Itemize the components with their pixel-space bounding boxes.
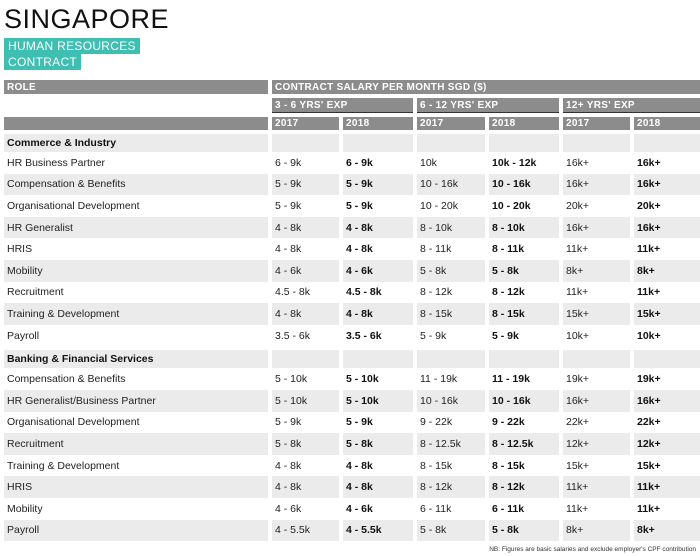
- salary-cell: 16k+: [634, 152, 700, 174]
- table-row: [4, 238, 700, 260]
- year-row-spacer: [4, 117, 268, 130]
- salary-cell: 8 - 10k: [417, 217, 485, 239]
- section-row: [4, 134, 700, 152]
- salary-cell: 4.5 - 8k: [272, 282, 339, 304]
- salary-cell: 5 - 8k: [489, 520, 559, 542]
- salary-cell: 10 - 16k: [417, 174, 485, 196]
- salary-cell: 4 - 6k: [343, 498, 413, 520]
- salary-cell: 5 - 9k: [343, 195, 413, 217]
- section-cell: [417, 134, 485, 152]
- salary-cell: 4 - 8k: [272, 455, 339, 477]
- salary-cell: 11k+: [634, 498, 700, 520]
- year-header: 2017: [417, 117, 485, 130]
- salary-cell: 16k+: [563, 217, 630, 239]
- salary-cell: 8k+: [634, 260, 700, 282]
- role-cell: HRIS: [4, 476, 268, 498]
- salary-cell: 4 - 8k: [343, 217, 413, 239]
- salary-cell: 8 - 12k: [417, 282, 485, 304]
- table-row: [4, 412, 700, 434]
- role-cell: HR Generalist/Business Partner: [4, 390, 268, 412]
- salary-cell: 8 - 10k: [489, 217, 559, 239]
- salary-cell: 8 - 12k: [489, 476, 559, 498]
- salary-cell: 4 - 8k: [343, 303, 413, 325]
- table-row: [4, 282, 700, 304]
- table-row: [4, 152, 700, 174]
- salary-cell: 6 - 9k: [272, 152, 339, 174]
- table-row: [4, 455, 700, 477]
- salary-cell: 22k+: [634, 412, 700, 434]
- salary-cell: 8k+: [563, 520, 630, 542]
- role-cell: HR Generalist: [4, 217, 268, 239]
- footnote: NB: Figures are basic salaries and exclude employer's CPF contribution: [489, 546, 696, 553]
- salary-cell: 11k+: [634, 282, 700, 304]
- salary-cell: 8 - 11k: [417, 238, 485, 260]
- role-cell: Recruitment: [4, 433, 268, 455]
- salary-cell: 12k+: [634, 433, 700, 455]
- role-header: ROLE: [4, 80, 268, 94]
- salary-cell: 16k+: [634, 174, 700, 196]
- role-cell: Compensation & Benefits: [4, 368, 268, 390]
- role-cell: Mobility: [4, 498, 268, 520]
- section-cell: [417, 350, 485, 368]
- year-header: 2018: [489, 117, 559, 130]
- section-row: [4, 350, 700, 368]
- role-cell: HR Business Partner: [4, 152, 268, 174]
- section-cell: [272, 134, 339, 152]
- salary-cell: 6 - 9k: [343, 152, 413, 174]
- role-cell: Organisational Development: [4, 412, 268, 434]
- salary-cell: 8 - 15k: [417, 455, 485, 477]
- salary-cell: 5 - 8k: [489, 260, 559, 282]
- year-header: 2018: [634, 117, 700, 130]
- table-row: [4, 260, 700, 282]
- salary-cell: 5 - 9k: [272, 195, 339, 217]
- salary-cell: 4 - 8k: [343, 238, 413, 260]
- table-row: [4, 476, 700, 498]
- salary-cell: 5 - 9k: [343, 174, 413, 196]
- salary-cell: 20k+: [563, 195, 630, 217]
- section-title: Banking & Financial Services: [4, 350, 268, 368]
- section-cell: [272, 350, 339, 368]
- table-row: [4, 325, 700, 347]
- salary-cell: 4 - 5.5k: [343, 520, 413, 542]
- role-cell: HRIS: [4, 238, 268, 260]
- salary-cell: 5 - 8k: [417, 520, 485, 542]
- salary-cell: 10k+: [563, 325, 630, 347]
- salary-cell: 10k - 12k: [489, 152, 559, 174]
- salary-cell: 4 - 8k: [272, 476, 339, 498]
- salary-cell: 22k+: [563, 412, 630, 434]
- section-title: Commerce & Industry: [4, 134, 268, 152]
- salary-cell: 4 - 6k: [272, 260, 339, 282]
- salary-cell: 8k+: [634, 520, 700, 542]
- table-row: [4, 390, 700, 412]
- salary-header: CONTRACT SALARY PER MONTH SGD ($): [272, 80, 700, 94]
- salary-cell: 20k+: [634, 195, 700, 217]
- salary-cell: 8 - 15k: [417, 303, 485, 325]
- salary-cell: 9 - 22k: [489, 412, 559, 434]
- section-cell: [489, 350, 559, 368]
- year-header: 2017: [272, 117, 339, 130]
- salary-cell: 15k+: [563, 303, 630, 325]
- exp-group-header: 12+ YRS' EXP: [563, 98, 700, 113]
- salary-cell: 15k+: [634, 303, 700, 325]
- role-cell: Organisational Development: [4, 195, 268, 217]
- table-row: [4, 520, 700, 542]
- role-cell: Training & Development: [4, 303, 268, 325]
- salary-cell: 4.5 - 8k: [343, 282, 413, 304]
- salary-cell: 5 - 8k: [343, 433, 413, 455]
- year-header: 2018: [343, 117, 413, 130]
- salary-cell: 10k+: [634, 325, 700, 347]
- salary-cell: 16k+: [634, 217, 700, 239]
- table-row: [4, 368, 700, 390]
- role-cell: Training & Development: [4, 455, 268, 477]
- salary-cell: 5 - 8k: [417, 260, 485, 282]
- role-cell: Compensation & Benefits: [4, 174, 268, 196]
- salary-cell: 10 - 16k: [489, 390, 559, 412]
- salary-cell: 10 - 20k: [417, 195, 485, 217]
- salary-cell: 11k+: [563, 238, 630, 260]
- salary-cell: 19k+: [634, 368, 700, 390]
- table-row: [4, 195, 700, 217]
- salary-cell: 8 - 15k: [489, 303, 559, 325]
- salary-cell: 3.5 - 6k: [272, 325, 339, 347]
- salary-cell: 16k+: [563, 152, 630, 174]
- salary-cell: 8k+: [563, 260, 630, 282]
- salary-cell: 5 - 9k: [489, 325, 559, 347]
- salary-cell: 12k+: [563, 433, 630, 455]
- exp-group-header: 3 - 6 YRS' EXP: [272, 98, 413, 113]
- salary-cell: 4 - 8k: [272, 303, 339, 325]
- table-row: [4, 217, 700, 239]
- salary-cell: 10 - 16k: [417, 390, 485, 412]
- exp-group-header: 6 - 12 YRS' EXP: [417, 98, 559, 113]
- salary-cell: 4 - 6k: [343, 260, 413, 282]
- salary-cell: 5 - 10k: [272, 390, 339, 412]
- year-header: 2017: [563, 117, 630, 130]
- salary-cell: 6 - 11k: [489, 498, 559, 520]
- salary-cell: 5 - 10k: [343, 368, 413, 390]
- salary-cell: 16k+: [563, 390, 630, 412]
- section-cell: [634, 350, 700, 368]
- salary-cell: 8 - 11k: [489, 238, 559, 260]
- section-cell: [343, 134, 413, 152]
- salary-cell: 11k+: [563, 476, 630, 498]
- salary-cell: 8 - 12k: [489, 282, 559, 304]
- salary-cell: 8 - 12k: [417, 476, 485, 498]
- section-cell: [563, 350, 630, 368]
- salary-cell: 15k+: [634, 455, 700, 477]
- salary-cell: 6 - 11k: [417, 498, 485, 520]
- subtitle-contract: CONTRACT: [4, 54, 81, 70]
- salary-cell: 4 - 6k: [272, 498, 339, 520]
- salary-cell: 11k+: [563, 498, 630, 520]
- salary-cell: 5 - 9k: [417, 325, 485, 347]
- table-row: [4, 303, 700, 325]
- table-row: [4, 174, 700, 196]
- salary-table: [0, 80, 700, 541]
- section-cell: [343, 350, 413, 368]
- salary-cell: 8 - 12.5k: [489, 433, 559, 455]
- salary-cell: 4 - 8k: [343, 476, 413, 498]
- salary-cell: 19k+: [563, 368, 630, 390]
- section-cell: [634, 134, 700, 152]
- table-row: [4, 433, 700, 455]
- salary-cell: 16k+: [563, 174, 630, 196]
- section-cell: [489, 134, 559, 152]
- salary-cell: 4 - 8k: [272, 238, 339, 260]
- salary-cell: 8 - 12.5k: [417, 433, 485, 455]
- salary-cell: 15k+: [563, 455, 630, 477]
- salary-cell: 11 - 19k: [417, 368, 485, 390]
- salary-cell: 3.5 - 6k: [343, 325, 413, 347]
- salary-cell: 16k+: [634, 390, 700, 412]
- salary-cell: 4 - 5.5k: [272, 520, 339, 542]
- salary-cell: 5 - 9k: [343, 412, 413, 434]
- role-cell: Payroll: [4, 325, 268, 347]
- salary-cell: 5 - 8k: [272, 433, 339, 455]
- subtitle-function: HUMAN RESOURCES: [4, 38, 140, 54]
- salary-cell: 5 - 9k: [272, 174, 339, 196]
- salary-cell: 10k: [417, 152, 485, 174]
- salary-cell: 9 - 22k: [417, 412, 485, 434]
- salary-cell: 5 - 9k: [272, 412, 339, 434]
- salary-cell: 10 - 16k: [489, 174, 559, 196]
- role-cell: Payroll: [4, 520, 268, 542]
- salary-cell: 10 - 20k: [489, 195, 559, 217]
- table-row: [4, 498, 700, 520]
- section-cell: [563, 134, 630, 152]
- salary-cell: 11k+: [634, 476, 700, 498]
- salary-cell: 8 - 15k: [489, 455, 559, 477]
- role-cell: Mobility: [4, 260, 268, 282]
- header-spacer: [4, 98, 268, 113]
- salary-cell: 11k+: [563, 282, 630, 304]
- salary-cell: 5 - 10k: [272, 368, 339, 390]
- salary-cell: 11 - 19k: [489, 368, 559, 390]
- salary-cell: 11k+: [634, 238, 700, 260]
- salary-cell: 5 - 10k: [343, 390, 413, 412]
- role-cell: Recruitment: [4, 282, 268, 304]
- salary-cell: 4 - 8k: [343, 455, 413, 477]
- salary-cell: 4 - 8k: [272, 217, 339, 239]
- page-title: SINGAPORE: [4, 4, 170, 34]
